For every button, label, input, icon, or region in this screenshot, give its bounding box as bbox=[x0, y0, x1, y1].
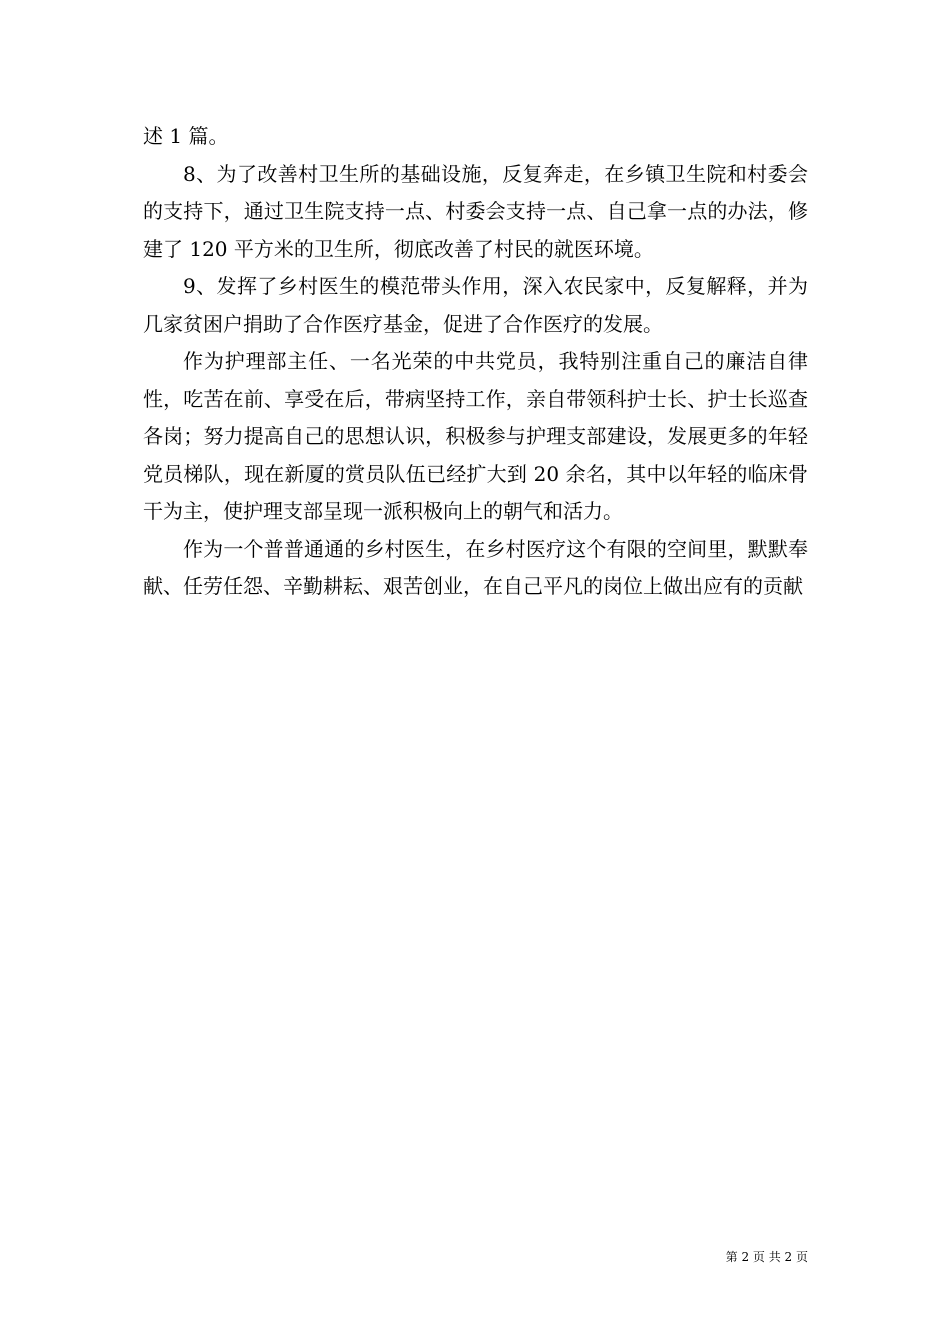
paragraph-conclusion: 作为一个普普通通的乡村医生，在乡村医疗这个有限的空间里，默默奉献、任劳任怨、辛勤耕耘、艰苦创业，在自己平凡的岗位上做出应有的贡献 bbox=[143, 536, 808, 598]
page-number-footer: 第 2 页 共 2 页 bbox=[725, 1250, 808, 1264]
paragraph-continuation: 述 1 篇。 bbox=[143, 124, 229, 148]
document-body bbox=[143, 118, 808, 606]
paragraph-item-9: 9、发挥了乡村医生的模范带头作用，深入农民家中，反复解释，并为几家贫困户捐助了合作医疗基金，促进了合作医疗的发展。 bbox=[143, 274, 808, 336]
paragraph-item-8: 8、为了改善村卫生所的基础设施，反复奔走，在乡镇卫生院和村委会的支持下，通过卫生院支持一点、村委会支持一点、自己拿一点的办法，修建了 120 平方米的卫生所，彻底改善了村民的就医环境。 bbox=[143, 161, 808, 261]
paragraph-party-member: 作为护理部主任、一名光荣的中共党员，我特别注重自己的廉洁自律性，吃苦在前、享受在后，带病坚持工作，亲自带领科护士长、护士长巡查各岗；努力提高自己的思想认识，积极参与护理支部建设，发展更多的年轻党员梯队，现在新厦的赏员队伍已经扩大到 20 余名，其中以年轻的临床骨干为主，使护理支部呈现一派积极向上的朝气和活力。 bbox=[143, 349, 808, 523]
